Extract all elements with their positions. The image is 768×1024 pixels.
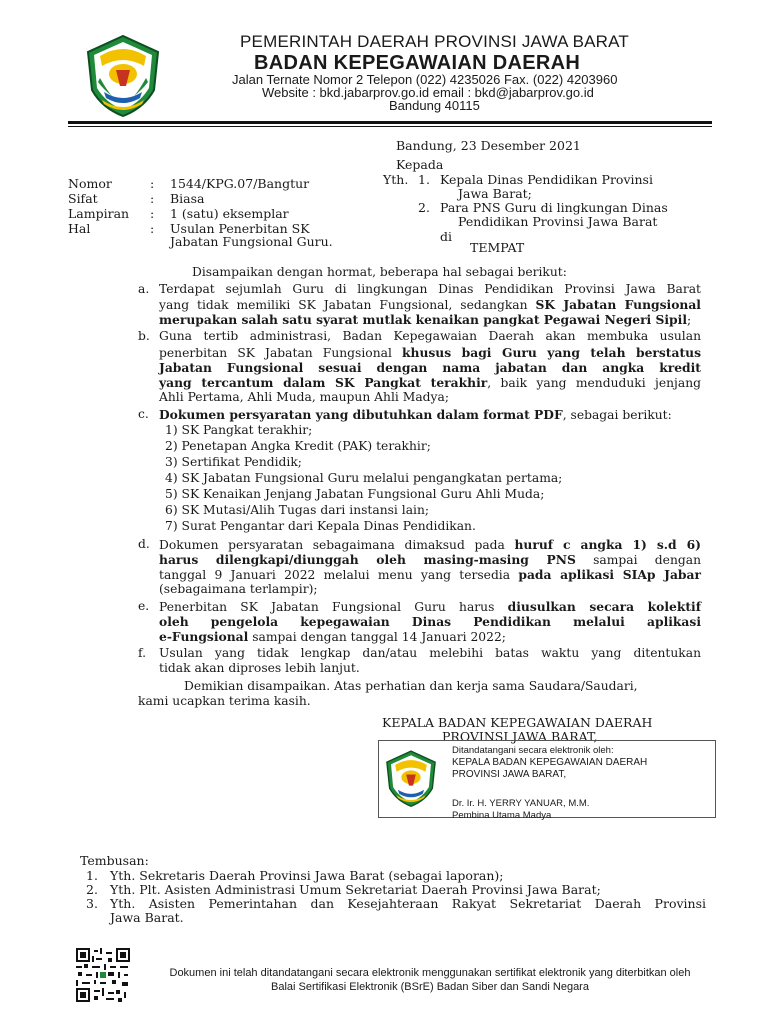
letter-date: Bandung, 23 Desember 2021 bbox=[396, 138, 581, 153]
recipient-tempat: TEMPAT bbox=[470, 240, 525, 255]
c-list-item: 5) SK Kenaikan Jenjang Jabatan Fungsional Guru Ahli Muda; bbox=[165, 487, 545, 501]
signatory-rank: Pembina Utama Madya bbox=[452, 810, 552, 821]
meta-hal-line2: Jabatan Fungsional Guru. bbox=[170, 234, 333, 249]
item-a-letter: a. bbox=[138, 282, 150, 296]
letterhead-address: Jalan Ternate Nomor 2 Telepon (022) 4235026 Fax. (022) 4203960 bbox=[232, 72, 618, 87]
meta-colon: : bbox=[150, 176, 155, 191]
recipient-1-num: 1. bbox=[418, 172, 430, 187]
letterhead-government: PEMERINTAH DAERAH PROVINSI JAWA BARAT bbox=[240, 32, 630, 51]
item-b-line3: Jabatan Fungsional sesuai dengan nama jabatan dan angka kredit bbox=[159, 360, 701, 375]
recipient-1-line2: Jawa Barat; bbox=[458, 186, 532, 201]
c-list-item: 3) Sertifikat Pendidik; bbox=[165, 455, 302, 469]
cc-item-num: 2. bbox=[86, 882, 98, 897]
meta-sifat-value: Biasa bbox=[170, 191, 205, 206]
item-f-letter: f. bbox=[138, 646, 147, 660]
meta-colon: : bbox=[150, 191, 155, 206]
cc-item-text: Yth. Plt. Asisten Administrasi Umum Sekretariat Daerah Provinsi Jawa Barat; bbox=[110, 882, 601, 897]
meta-nomor-label: Nomor bbox=[68, 176, 112, 191]
cc-label: Tembusan: bbox=[80, 853, 149, 868]
c-list-item: 2) Penetapan Angka Kredit (PAK) terakhir; bbox=[165, 439, 431, 453]
cc-item-text: Yth. Asisten Pemerintahan dan Kesejahteraan Rakyat Sekretariat Daerah Provinsi bbox=[110, 896, 706, 911]
west-java-emblem-logo bbox=[380, 747, 442, 809]
item-f-line2: tidak akan diproses lebih lanjut. bbox=[159, 661, 360, 675]
item-e-line2: oleh pengelola kepegawaian Dinas Pendidikan melalui aplikasi bbox=[159, 614, 701, 629]
item-d-line1: Dokumen persyaratan sebagaimana dimaksud pada huruf c angka 1) s.d 6) bbox=[159, 537, 702, 552]
cc-item-text: Yth. Sekretaris Daerah Provinsi Jawa Barat (sebagai laporan); bbox=[110, 868, 504, 883]
item-c-letter: c. bbox=[138, 407, 149, 421]
qr-code bbox=[76, 948, 130, 1002]
footer-esign-note-line2: Balai Sertifikasi Elektronik (BSrE) Badan Siber dan Sandi Negara bbox=[271, 981, 589, 993]
body-opening: Disampaikan dengan hormat, beberapa hal sebagai berikut: bbox=[192, 265, 567, 279]
meta-nomor-value: 1544/KPG.07/Bangtur bbox=[170, 176, 310, 191]
e-signature-office1: KEPALA BADAN KEPEGAWAIAN DAERAH bbox=[452, 757, 648, 768]
cc-item-num: 1. bbox=[86, 868, 98, 883]
item-d-letter: d. bbox=[138, 537, 150, 551]
meta-sifat-label: Sifat bbox=[68, 191, 98, 206]
e-signature-caption: Ditandatangani secara elektronik oleh: bbox=[452, 745, 614, 756]
letterhead-rule-thick bbox=[68, 121, 712, 124]
west-java-emblem-logo bbox=[78, 30, 168, 120]
recipient-2-line2: Pendidikan Provinsi Jawa Barat bbox=[458, 214, 658, 229]
item-d-line3: tanggal 9 Januari 2022 melalui menu yang tersedia pada aplikasi SIAp Jabar bbox=[159, 567, 701, 582]
meta-hal-label: Hal bbox=[68, 221, 91, 236]
letterhead-contact: Website : bkd.jabarprov.go.id email : bkd@jabarprov.go.id bbox=[262, 85, 594, 100]
c-list-item: 7) Surat Pengantar dari Kepala Dinas Pendidikan. bbox=[165, 519, 476, 533]
item-c-line1: Dokumen persyaratan yang dibutuhkan dalam format PDF, sebagai berikut: bbox=[159, 407, 672, 422]
item-e-line3: e-Fungsional sampai dengan tanggal 14 Januari 2022; bbox=[159, 629, 506, 644]
item-a-line3: merupakan salah satu syarat mutlak kenaikan pangkat Pegawai Negeri Sipil; bbox=[159, 312, 692, 327]
meta-colon: : bbox=[150, 206, 155, 221]
item-b-line2: penerbitan SK Jabatan Fungsional khusus bagi Guru yang telah berstatus bbox=[159, 345, 701, 360]
signatory-title-line1: KEPALA BADAN KEPEGAWAIAN DAERAH bbox=[382, 715, 653, 730]
item-f-line1: Usulan yang tidak lengkap dan/atau melebihi batas waktu yang ditentukan bbox=[159, 646, 701, 660]
item-e-line1: Penerbitan SK Jabatan Fungsional Guru harus diusulkan secara kolektif bbox=[159, 599, 702, 614]
recipient-yth: Yth. bbox=[383, 172, 409, 187]
closing-line1: Demikian disampaikan. Atas perhatian dan kerja sama Saudara/Saudari, bbox=[184, 679, 638, 693]
meta-hal-line1: Usulan Penerbitan SK bbox=[170, 221, 310, 236]
letterhead-city: Bandung 40115 bbox=[389, 98, 480, 113]
item-a-line1: Terdapat sejumlah Guru di lingkungan Dinas Pendidikan Provinsi Jawa Barat bbox=[159, 282, 701, 296]
c-list-item: 6) SK Mutasi/Alih Tugas dari instansi lain; bbox=[165, 503, 430, 517]
recipient-di: di bbox=[440, 229, 452, 244]
signatory-name: Dr. Ir. H. YERRY YANUAR, M.M. bbox=[452, 798, 590, 809]
c-list-item: 1) SK Pangkat terakhir; bbox=[165, 423, 313, 437]
item-d-line2: harus dilengkapi/diunggah oleh masing-masing PNS sampai dengan bbox=[159, 552, 701, 567]
letterhead-rule-thin bbox=[68, 126, 712, 127]
item-e-letter: e. bbox=[138, 599, 150, 613]
meta-colon: : bbox=[150, 221, 155, 236]
footer-esign-note-line1: Dokumen ini telah ditandatangani secara elektronik menggunakan sertifikat elektronik yang diterbitkan oleh bbox=[169, 967, 691, 979]
c-list-item: 4) SK Jabatan Fungsional Guru melalui pengangkatan pertama; bbox=[165, 471, 563, 485]
recipient-2-line1: Para PNS Guru di lingkungan Dinas bbox=[440, 200, 668, 215]
item-b-line1: Guna tertib administrasi, Badan Kepegawaian Daerah akan membuka usulan bbox=[159, 329, 701, 343]
meta-lampiran-label: Lampiran bbox=[68, 206, 130, 221]
item-d-line4: (sebagaimana terlampir); bbox=[159, 582, 318, 596]
item-a-line2: yang tidak memiliki SK Jabatan Fungsional, sedangkan SK Jabatan Fungsional bbox=[159, 297, 701, 312]
letterhead-agency: BADAN KEPEGAWAIAN DAERAH bbox=[254, 52, 581, 74]
recipient-1-line1: Kepala Dinas Pendidikan Provinsi bbox=[440, 172, 653, 187]
meta-lampiran-value: 1 (satu) eksemplar bbox=[170, 206, 289, 221]
item-b-line5: Ahli Pertama, Ahli Muda, maupun Ahli Madya; bbox=[159, 390, 449, 404]
e-signature-office2: PROVINSI JAWA BARAT, bbox=[452, 769, 567, 780]
signatory-title-line2: PROVINSI JAWA BARAT, bbox=[442, 729, 598, 744]
item-b-letter: b. bbox=[138, 329, 150, 343]
cc-item-num: 3. bbox=[86, 896, 98, 911]
closing-line2: kami ucapkan terima kasih. bbox=[138, 694, 311, 708]
recipient-2-num: 2. bbox=[418, 200, 430, 215]
cc-item-text-cont: Jawa Barat. bbox=[110, 910, 184, 925]
recipient-kepada: Kepada bbox=[396, 157, 444, 172]
item-b-line4: yang tercantum dalam SK Pangkat terakhir, baik yang menduduki jenjang bbox=[159, 375, 701, 390]
